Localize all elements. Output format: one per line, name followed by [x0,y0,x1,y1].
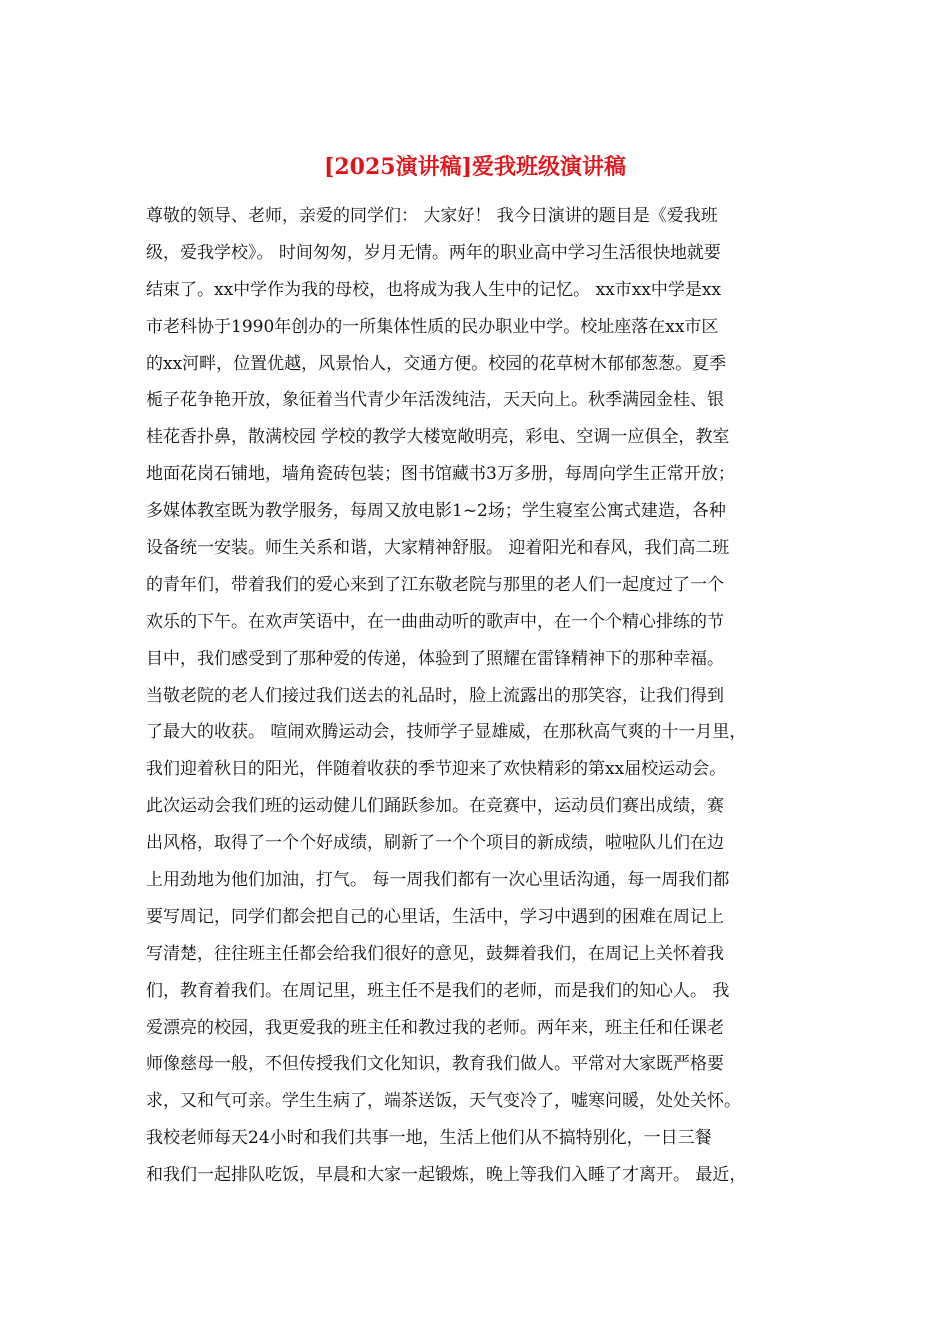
body-line: 多媒体教室既为教学服务，每周又放电影1~2场；学生寝室公寓式建造，各种 [146,501,726,522]
body-line: 目中，我们感受到了那种爱的传递，体验到了照耀在雷锋精神下的那种幸福。 [146,648,724,669]
body-line: 和我们一起排队吃饭，早晨和大家一起锻炼，晚上等我们入睡了才离开。 最近， [146,1165,747,1186]
body-line: 的xx河畔，位置优越，风景怡人，交通方便。校园的花草树木郁郁葱葱。夏季 [146,353,727,374]
body-line: 的青年们，带着我们的爱心来到了江东敬老院与那里的老人们一起度过了一个 [146,574,724,595]
body-line: 此次运动会我们班的运动健儿们踊跃参加。在竞赛中，运动员们赛出成绩，赛 [146,796,724,817]
body-line: 我校老师每天24小时和我们共事一地，生活上他们从不搞特别化，一日三餐 [146,1128,712,1149]
body-line: 当敬老院的老人们接过我们送去的礼品时，脸上流露出的那笑容，让我们得到 [146,685,724,706]
body-line: 地面花岗石铺地，墙角瓷砖包装；图书馆藏书3万多册，每周向学生正常开放； [146,464,735,485]
body-line: 市老科协于1990年创办的一所集体性质的民办职业中学。校址座落在xx市区 [146,316,719,337]
body-line: 了最大的收获。 喧闹欢腾运动会，技师学子显雄威，在那秋高气爽的十一月里， [146,722,747,743]
body-line: 欢乐的下午。在欢声笑语中，在一曲曲动听的歌声中，在一个个精心排练的节 [146,611,724,632]
body-line: 要写周记，同学们都会把自己的心里话，生活中，学习中遇到的困难在周记上 [146,906,724,927]
body-line: 爱漂亮的校园，我更爱我的班主任和教过我的老师。两年来，班主任和任课老 [146,1017,724,1038]
body-line: 级，爱我学校》。 时间匆匆，岁月无情。两年的职业高中学习生活很快地就要 [146,242,721,263]
body-line: 设备统一安装。师生关系和谐，大家精神舒服。 迎着阳光和春风，我们高二班 [146,538,730,559]
body-line: 师像慈母一般，不但传授我们文化知识，教育我们做人。平常对大家既严格要 [146,1054,724,1075]
body-line: 上用劲地为他们加油，打气。 每一周我们都有一次心里话沟通，每一周我们都 [146,870,730,891]
body-line: 栀子花争艳开放，象征着当代青少年活泼纯洁，天天向上。秋季满园金桂、银 [146,390,724,411]
document-title: [2025演讲稿]爱我班级演讲稿 [323,154,627,180]
body-line: 求，又和气可亲。学生生病了，端茶送饭，天气变冷了，嘘寒问暖，处处关怀。 [146,1091,741,1112]
body-line: 桂花香扑鼻，散满校园 学校的教学大楼宽敞明亮，彩电、空调一应俱全，教室 [146,427,730,448]
body-line: 结束了。xx中学作为我的母校，也将成为我人生中的记忆。 xx市xx中学是xx [146,279,722,300]
body-line: 写清楚，往往班主任都会给我们很好的意见，鼓舞着我们，在周记上关怀着我 [146,943,724,964]
body-line: 尊敬的领导、老师，亲爱的同学们： 大家好！ 我今日演讲的题目是《爱我班 [146,206,718,226]
body-line: 出风格，取得了一个个好成绩，刷新了一个个项目的新成绩，啦啦队儿们在边 [146,833,724,854]
body-line: 们，教育着我们。在周记里，班主任不是我们的老师，而是我们的知心人。 我 [146,980,730,1001]
document-body [146,198,826,1194]
body-line: 我们迎着秋日的阳光，伴随着收获的季节迎来了欢快精彩的第xx届校运动会。 [146,759,727,780]
